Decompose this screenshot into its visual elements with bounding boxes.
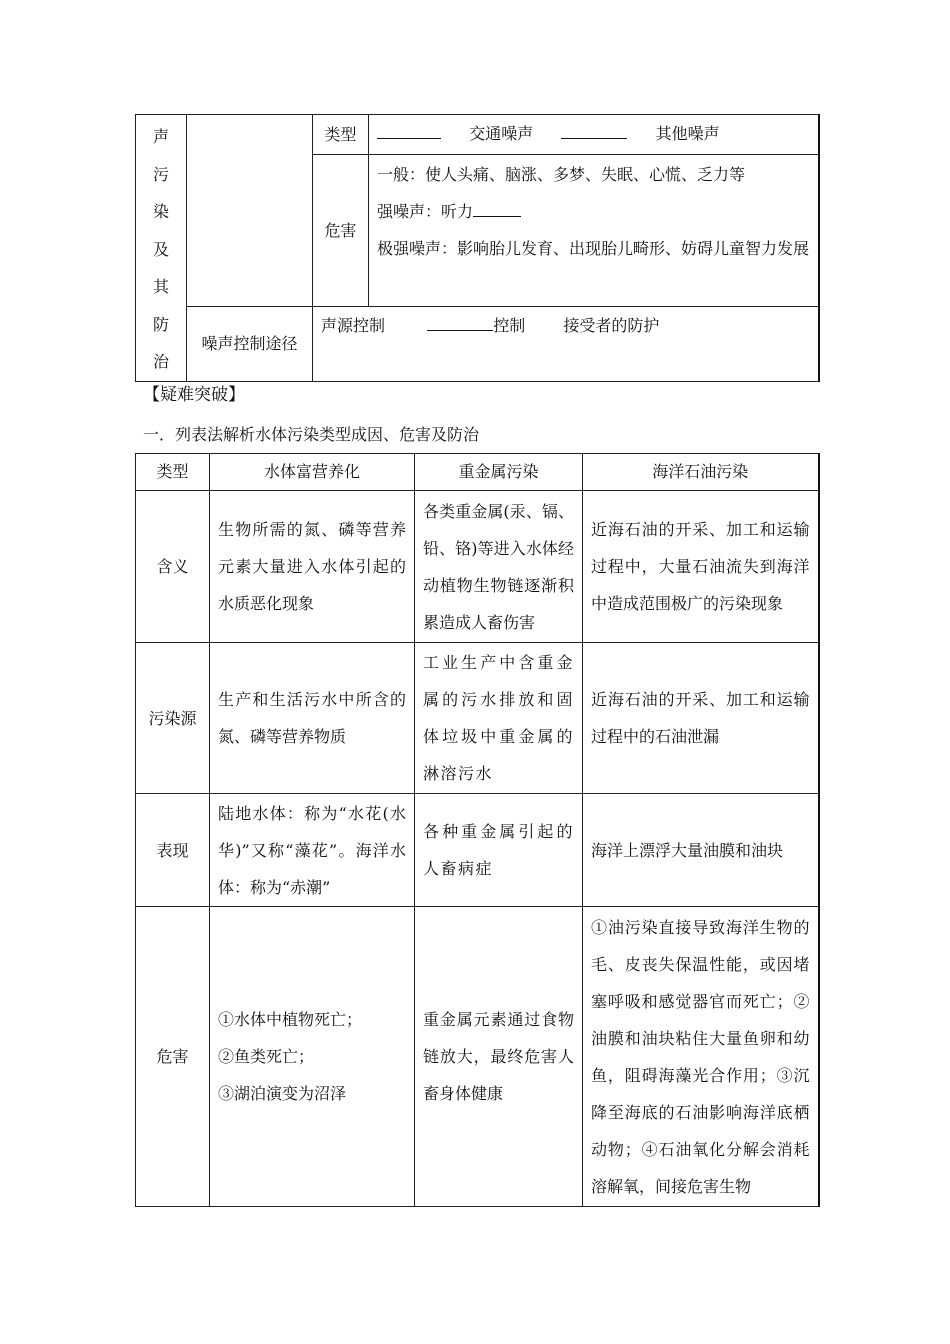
table-cell: 生产和生活污水中所含的氮、磷等营养物质 (210, 643, 415, 794)
list-item: ②鱼类死亡； (218, 1047, 315, 1066)
table-cell: ①油污染直接导致海洋生物的毛、皮丧失保温性能，或因堵塞呼吸和感觉器官而死亡；②油膜和油块粘住大量鱼卵和幼鱼，阻碍海藻光合作用；③沉降至海底的石油影响海洋底栖动物；④石油氧化分解会消耗溶解氧，间接危害生物 (583, 907, 819, 1207)
table-cell: 工业生产中含重金属的污水排放和固体垃圾中重金属的淋溶污水 (415, 643, 583, 794)
section-title: 【疑难突破】 (143, 385, 245, 405)
table-row (136, 907, 819, 1207)
table-cell: 陆地水体：称为“水花(水华)”又称“藻花”。海洋水体：称为“赤潮” (210, 794, 415, 907)
table-row (136, 794, 819, 907)
table-cell: 海洋上漂浮大量油膜和油块 (583, 794, 819, 907)
column-header: 海洋石油污染 (583, 454, 819, 491)
row-label: 污染源 (136, 643, 210, 794)
table-cell (210, 907, 415, 1207)
column-header: 水体富营养化 (210, 454, 415, 491)
noise-pollution-table (135, 114, 820, 382)
noise-type-items: 交通噪声 其他噪声 (369, 115, 819, 155)
column-header: 类型 (136, 454, 210, 491)
table-cell: 近海石油的开采、加工和运输过程中，大量石油流失到海洋中造成范围极广的污染现象 (583, 491, 819, 643)
blank-field[interactable] (473, 202, 521, 217)
table-cell: 各类重金属(汞、镉、铅、铬)等进入水体经动植物生物链逐渐积累造成人畜伤害 (415, 491, 583, 643)
blank-field[interactable] (427, 316, 493, 331)
table-cell: 近海石油的开采、加工和运输过程中的石油泄漏 (583, 643, 819, 794)
list-item: ①水体中植物死亡； (218, 1010, 363, 1029)
table-header-row (136, 454, 819, 491)
table-cell: 各种重金属引起的人畜病症 (415, 794, 583, 907)
subsection-title: 一．列表法解析水体污染类型成因、危害及防治 (143, 425, 480, 444)
noise-empty-cell (187, 115, 313, 307)
table-row (136, 491, 819, 643)
list-item: ③湖泊演变为沼泽 (218, 1084, 347, 1103)
noise-type-label: 类型 (313, 115, 369, 155)
table-row (136, 643, 819, 794)
blank-field[interactable] (377, 124, 441, 139)
water-pollution-table (135, 453, 820, 1207)
blank-field[interactable] (561, 124, 627, 139)
noise-harm-text: 一般：使人头痛、脑涨、多梦、失眠、心慌、乏力等 强噪声：听力 极强噪声：影响胎儿发育、出现胎儿畸形、妨碍儿童智力发展 (369, 154, 819, 306)
noise-harm-label: 危害 (313, 154, 369, 306)
row-label: 含义 (136, 491, 210, 643)
row-label: 表现 (136, 794, 210, 907)
table-cell: 重金属元素通过食物链放大，最终危害人畜身体健康 (415, 907, 583, 1207)
noise-control-label: 噪声控制途径 (187, 306, 313, 381)
noise-vertical-title: 声 污 染 及 其 防 治 (136, 115, 187, 382)
row-label: 危害 (136, 907, 210, 1207)
table-cell: 生物所需的氮、磷等营养元素大量进入水体引起的水质恶化现象 (210, 491, 415, 643)
noise-control-items: 声源控制 控制 接受者的防护 (313, 306, 819, 381)
column-header: 重金属污染 (415, 454, 583, 491)
